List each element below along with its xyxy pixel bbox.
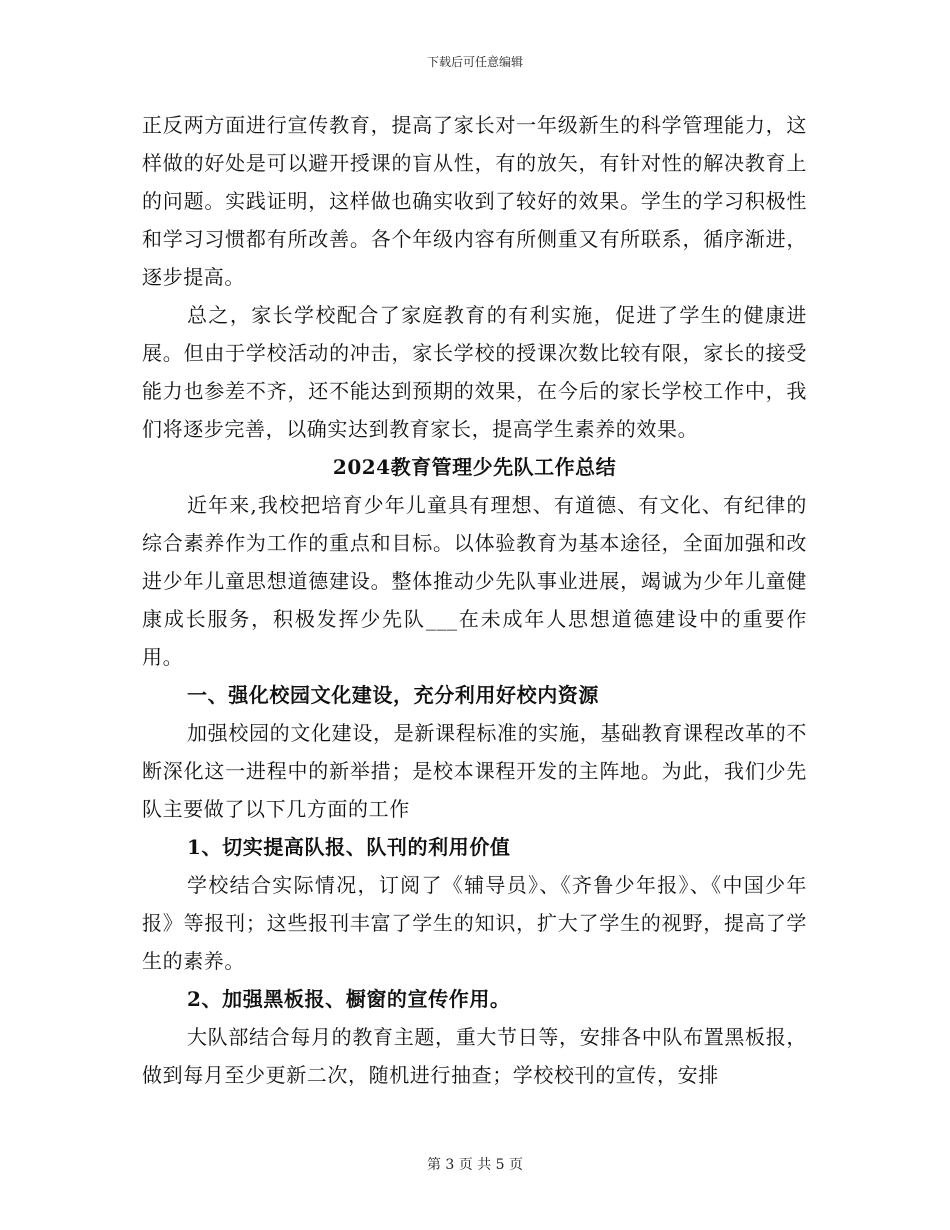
document-body <box>142 106 807 1094</box>
paragraph-campus-culture: 加强校园的文化建设，是新课程标准的实施，基础教育课程改革的不断深化这一进程中的新举措；是校本课程开发的主阵地。为此，我们少先队主要做了以下几方面的工作 <box>142 721 807 821</box>
document-title: 2024教育管理少先队工作总结 <box>332 455 617 479</box>
page-footer: 第 3 页 共 5 页 <box>426 1157 524 1173</box>
subsection-heading-2: 2、加强黑板报、橱窗的宣传作用。 <box>187 987 511 1011</box>
header-note: 下载后可任意编辑 <box>426 55 523 69</box>
subsection-heading-1: 1、切实提高队报、队刊的利用价值 <box>187 835 511 859</box>
paragraph-newspapers: 学校结合实际情况，订阅了《辅导员》、《齐鲁少年报》、《中国少年报》等报刊；这些报刊丰富了学生的知识，扩大了学生的视野，提高了学生的素养。 <box>142 873 807 973</box>
paragraph-continuation: 正反两方面进行宣传教育，提高了家长对一年级新生的科学管理能力，这样做的好处是可以避开授课的盲从性，有的放矢，有针对性的解决教育上的问题。实践证明，这样做也确实收到了较好的效果。学生的学习积极性和学习习惯都有所改善。各个年级内容有所侧重又有所联系，循序渐进，逐步提高。 <box>142 113 807 289</box>
section-heading-1: 一、强化校园文化建设，充分利用好校内资源 <box>187 683 599 707</box>
paragraph-intro: 近年来,我校把培育少年儿童具有理想、有道德、有文化、有纪律的综合素养作为工作的重点和目标。以体验教育为基本途径，全面加强和改进少年儿童思想道德建设。整体推动少先队事业进展，竭诚为少年儿童健康成长服务，积极发挥少先队___在未成年人思想道德建设中的重要作用。 <box>142 493 807 669</box>
paragraph-summary: 总之，家长学校配合了家庭教育的有利实施，促进了学生的健康进展。但由于学校活动的冲击，家长学校的授课次数比较有限，家长的接受能力也参差不齐，还不能达到预期的效果，在今后的家长学校工作中，我们将逐步完善，以确实达到教育家长，提高学生素养的效果。 <box>142 303 807 441</box>
paragraph-blackboard: 大队部结合每月的教育主题，重大节日等，安排各中队布置黑板报，做到每月至少更新二次，随机进行抽查；学校校刊的宣传，安排 <box>142 1025 807 1087</box>
